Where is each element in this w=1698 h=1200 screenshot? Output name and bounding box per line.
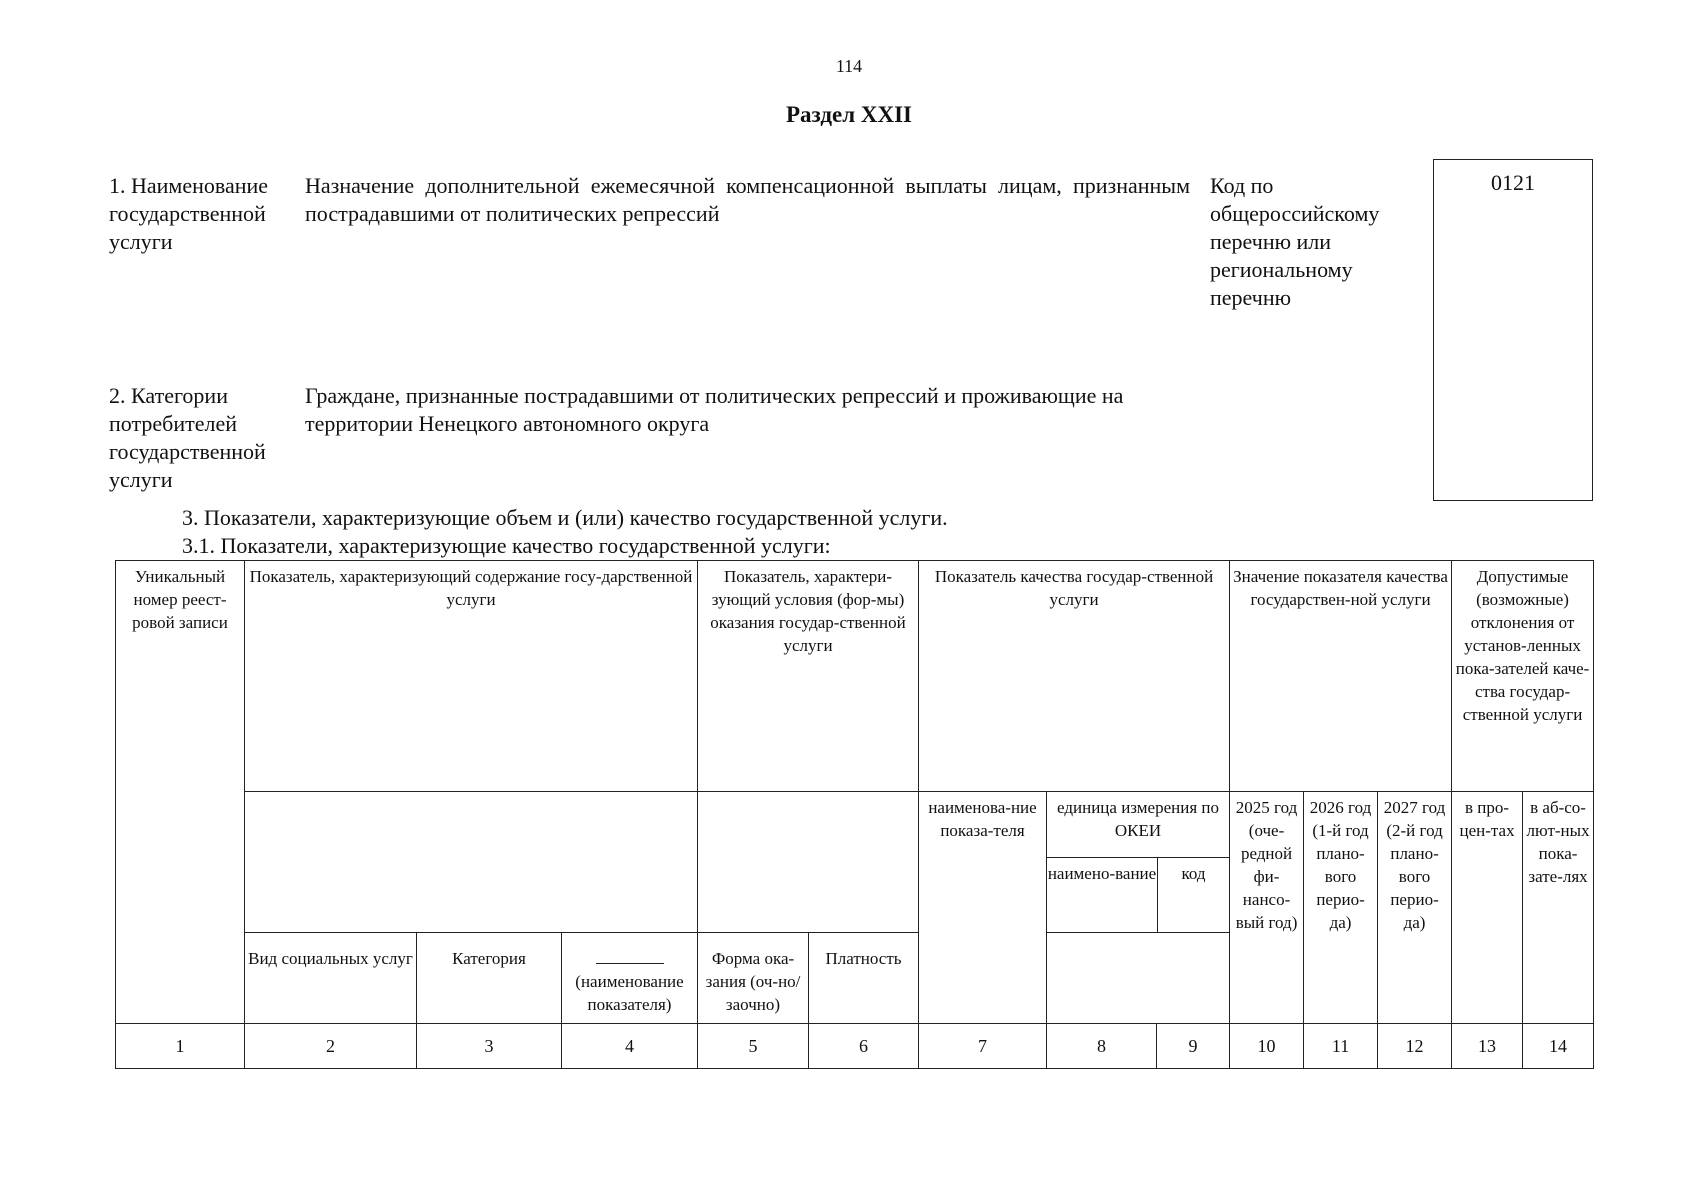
header-unique-number: Уникальный номер реест-ровой записи (116, 561, 245, 1024)
column-number: 1 (116, 1024, 245, 1069)
header-form: Форма ока-зания (оч-но/заочно) (698, 933, 809, 1024)
column-number: 11 (1304, 1024, 1378, 1069)
item1-label: 1. Наименование государственной услуги (109, 173, 269, 254)
header-allowed-deviation: Допустимые (возможные) отклонения от установ-ленных пока-зателей каче-ства государ-ственной услуги (1452, 561, 1594, 792)
header-quality-indicator: Показатель качества государ-ственной услуги (919, 561, 1230, 792)
column-number: 4 (562, 1024, 698, 1069)
header-year-2026: 2026 год (1-й год плано-вого перио-да) (1304, 792, 1378, 1024)
column-number: 2 (245, 1024, 417, 1069)
header-indicator-name-blank (562, 933, 698, 1024)
column-number: 10 (1230, 1024, 1304, 1069)
blank-line (596, 949, 664, 964)
quality-indicators-table (115, 560, 1594, 1069)
header-service-type: Вид социальных услуг (245, 933, 417, 1024)
item1-value: Назначение дополнительной ежемесячной компенсационной выплаты лицам, признанным пострадавшими от политических репрессий (305, 173, 1190, 226)
header-unit-group (1047, 792, 1230, 933)
heading-3: 3. Показатели, характеризующие объем и (или) качество государственной услуги. (182, 505, 948, 530)
column-number: 7 (919, 1024, 1047, 1069)
header-indicator-value: Значение показателя качества государствен-ной услуги (1230, 561, 1452, 792)
header-category: Категория (417, 933, 562, 1024)
conditions-spacer (698, 792, 919, 933)
section-title: Раздел XXII (786, 102, 912, 127)
page-number: 114 (835, 56, 863, 76)
column-number: 3 (417, 1024, 562, 1069)
header-indicator-name: наименова-ние показа-теля (919, 792, 1047, 1024)
header-payment: Платность (809, 933, 919, 1024)
header-unit-name: наимено-вание (1047, 858, 1158, 932)
column-number: 5 (698, 1024, 809, 1069)
header-content-indicator: Показатель, характеризующий содержание госу-дарственной услуги (245, 561, 698, 792)
item2-label: 2. Категории потребителей государственной услуги (109, 383, 266, 492)
heading-3-1: 3.1. Показатели, характеризующие качество государственной услуги: (182, 533, 831, 558)
column-number: 8 (1047, 1024, 1157, 1069)
header-year-2025: 2025 год (оче-редной фи-нансо-вый год) (1230, 792, 1304, 1024)
column-number: 12 (1378, 1024, 1452, 1069)
column-number: 13 (1452, 1024, 1523, 1069)
column-number: 14 (1523, 1024, 1594, 1069)
item2-value: Граждане, признанные пострадавшими от политических репрессий и проживающие на территории Ненецкого автономного округа (305, 383, 1124, 436)
header-indicator-name-sub: (наименование показателя) (575, 972, 684, 1014)
code-label: Код по общероссийскому перечню или региональному перечню (1210, 173, 1380, 310)
header-conditions-indicator: Показатель, характери-зующий условия (фор-мы) оказания государ-ственной услуги (698, 561, 919, 792)
header-year-2027: 2027 год (2-й год плано-вого перио-да) (1378, 792, 1452, 1024)
column-number: 9 (1157, 1024, 1230, 1069)
code-box: 0121 (1433, 159, 1593, 501)
column-number: 6 (809, 1024, 919, 1069)
header-absolute: в аб-со-лют-ных пока-зате-лях (1523, 792, 1594, 1024)
header-percent: в про-цен-тах (1452, 792, 1523, 1024)
header-unit-code: код (1181, 864, 1206, 883)
content-spacer (245, 792, 698, 933)
header-unit: единица измерения по ОКЕИ (1047, 792, 1229, 858)
